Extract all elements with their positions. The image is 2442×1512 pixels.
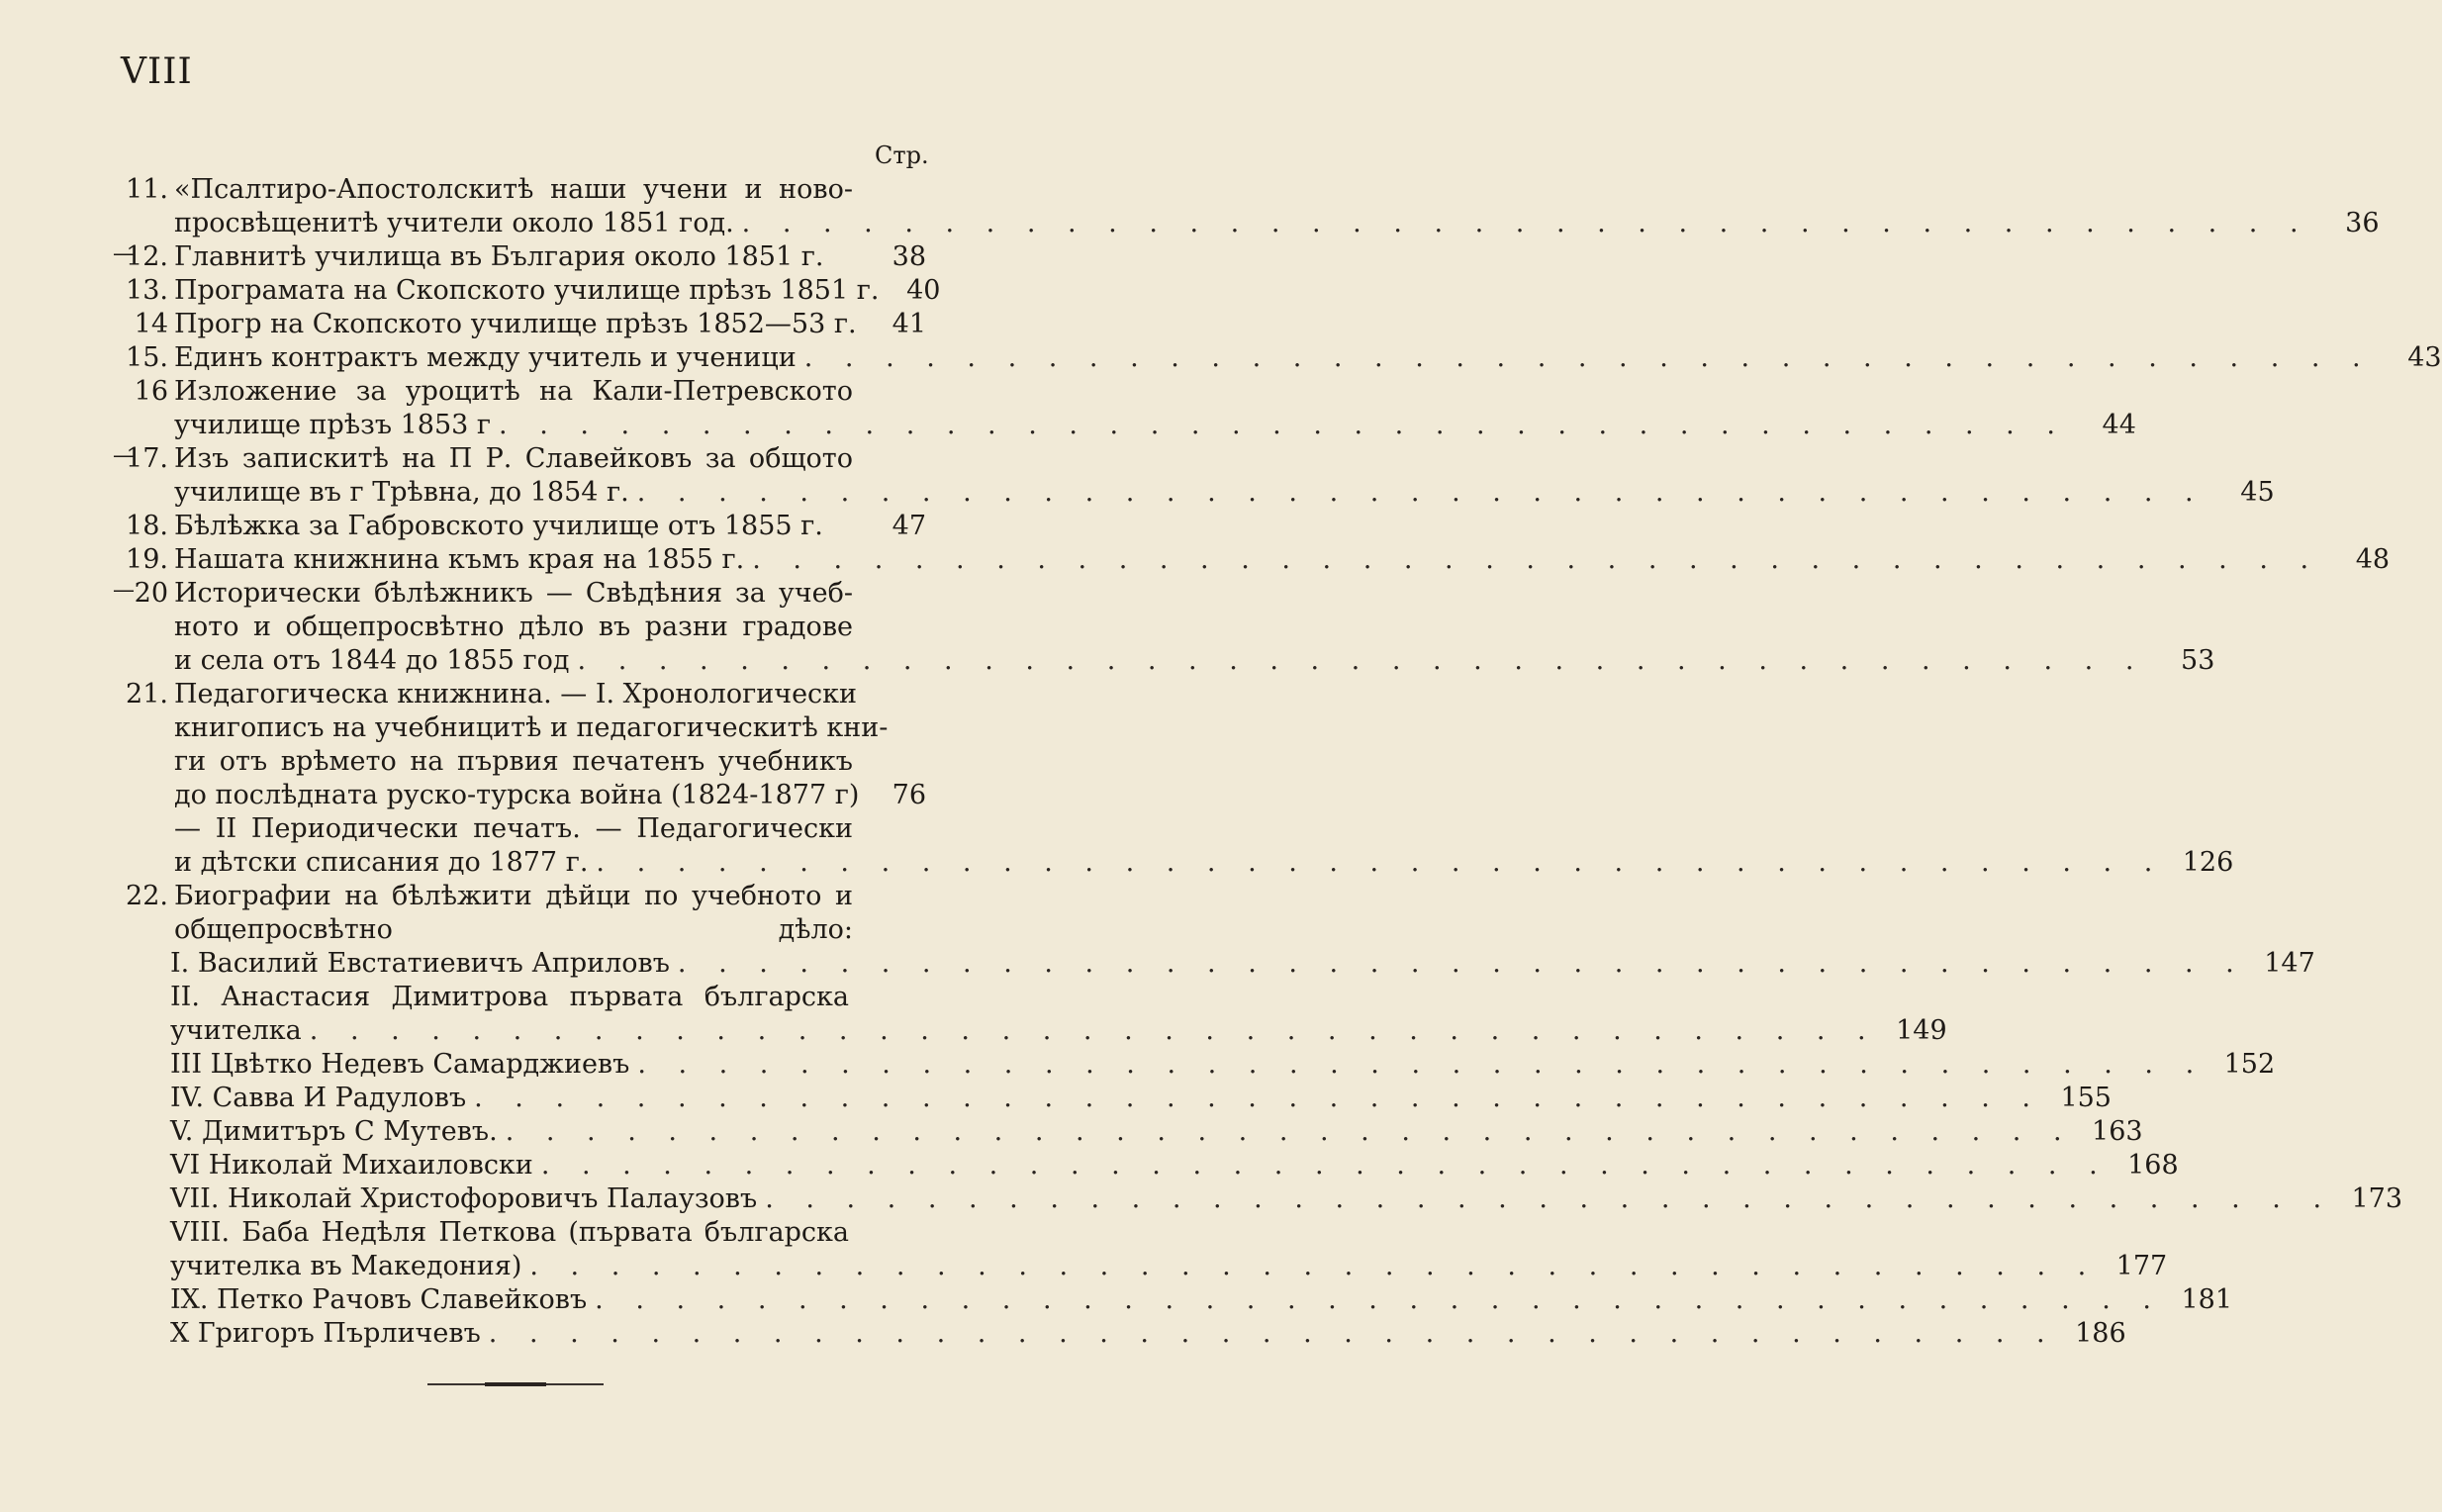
- toc-line: [170, 1083, 2112, 1114]
- entry-text: — II Периодически печатъ. — Педагогически: [174, 813, 853, 844]
- toc-line: [170, 1284, 2233, 1316]
- toc-line: [170, 1251, 2168, 1282]
- page-column-header: Стр.: [875, 142, 929, 169]
- entry-text: VI Николай Михаиловски: [170, 1150, 533, 1181]
- toc-line: [174, 410, 2136, 441]
- entry-text: и села отъ 1844 до 1855 год: [174, 645, 570, 676]
- dot-leader: . . . . . . . . . . . . . . . . . . . . . . . . . . . . . . . . . . . . . . .: [677, 948, 2246, 979]
- entry-text: до послѣдната руско-турска война (1824-1877 г): [174, 780, 860, 810]
- entry-page: 163: [2092, 1116, 2143, 1147]
- toc-line: [170, 1217, 922, 1249]
- entry-text: училище въ г Трѣвна, до 1854 г.: [174, 477, 629, 508]
- entry-number: — 20: [113, 578, 168, 609]
- entry-page: 126: [2182, 847, 2234, 878]
- entry-text: Изъ запискитѣ на П Р. Славейковъ за общото: [174, 443, 853, 474]
- entry-page: 147: [2264, 948, 2315, 979]
- dot-leader: . . . . . . . . . . . . . . . . . . . . . . . . . . . . . . . . . . . . . . .: [529, 1251, 2099, 1281]
- toc-line: [170, 1049, 2276, 1081]
- entry-text: Нашата книжнина къмъ края на 1855 г.: [174, 544, 745, 575]
- entry-text: учителка въ Македония): [170, 1251, 522, 1281]
- entry-text: общепросвѣтно дѣло:: [174, 914, 853, 945]
- entry-text: учителка: [170, 1015, 302, 1046]
- entry-text: ното и общепросвѣтно дѣло въ разни градове: [174, 612, 853, 642]
- entry-page: 152: [2223, 1049, 2276, 1080]
- dot-leader: . . . . . . . . . . . . . . . . . . . . . . . . . . . . . . . . . . . . . . .: [752, 544, 2321, 575]
- entry-page: 43: [2407, 342, 2442, 373]
- entry-text: X Григоръ Пърличевъ: [170, 1318, 481, 1349]
- toc-line: [126, 881, 926, 912]
- entry-text: училище прѣзъ 1853 г: [174, 410, 492, 440]
- entry-page: 41: [892, 309, 926, 339]
- entry-text: просвѣщенитѣ учители около 1851 год.: [174, 208, 734, 238]
- dot-leader: . . . . . . . . . . . . . . . . . . . . . . . . . . . . . . . . . . . . . . .: [505, 1116, 2074, 1147]
- entry-text: книгописъ на учебницитѣ и педагогическитѣ кни-: [174, 712, 889, 743]
- entry-page: 177: [2115, 1251, 2168, 1281]
- dot-leader: . . . . . . . . . . . . . . . . . . . . . . . . . . . . . . . . . . . . . . .: [803, 342, 2373, 373]
- toc-line: [126, 544, 2391, 576]
- toc-line: [174, 477, 2275, 509]
- toc-line: [126, 241, 926, 273]
- entry-page: 40: [906, 275, 941, 306]
- entry-number: — 17.: [113, 443, 168, 474]
- entry-text: Бѣлѣжка за Габровското училище отъ 1855 г.: [174, 511, 823, 541]
- dot-leader: . . . . . . . . . . . . . . . . . . . . . . . . . . . . . . . . . . . . . . .: [636, 477, 2206, 508]
- toc-line: [126, 511, 926, 542]
- entry-number: 16: [134, 376, 168, 407]
- entry-page: 44: [2102, 410, 2136, 440]
- entry-page: 48: [2355, 544, 2391, 575]
- dot-leader: . . . . . . . . . . . . . . . . . . . . . . . . . . . . . . . . . . . . . . .: [596, 847, 2165, 878]
- toc-line: [170, 982, 922, 1013]
- toc-line: [174, 712, 926, 744]
- toc-line: [134, 578, 926, 610]
- entry-number: 21.: [126, 679, 168, 709]
- entry-text: и дѣтски списания до 1877 г.: [174, 847, 589, 878]
- toc-line: [170, 1015, 1947, 1047]
- dot-leader: . . . . . . . . . . . . . . . . . . . . . . . . . . . . . . . . . . . . . . .: [488, 1318, 2057, 1349]
- toc-line: [170, 948, 2315, 980]
- dot-leader: . . . . . . . . . . . . . . . . . . . . . . . . . . . . . . . . . . . . . . .: [765, 1183, 2334, 1214]
- entry-text: VII. Николай Христофоровичъ Палаузовъ: [170, 1183, 758, 1214]
- toc-line: [170, 1116, 2143, 1148]
- toc-line: [174, 914, 926, 946]
- entry-number: 19.: [126, 544, 168, 575]
- toc-line: [170, 1183, 2403, 1215]
- entry-page: 173: [2351, 1183, 2403, 1214]
- entry-number: 18.: [126, 511, 168, 541]
- dot-leader: . . . . . . . . . . . . . . . . . . . . . . . . . . . . . . . . . . . . . . .: [577, 645, 2146, 676]
- entry-text: I. Василий Евстатиевичъ Априловъ: [170, 948, 670, 979]
- entry-number: — 12.: [113, 241, 168, 272]
- toc-line: [174, 746, 926, 778]
- toc-line: [174, 813, 926, 845]
- entry-page: 53: [2181, 645, 2215, 676]
- entry-text: III Цвѣтко Недевъ Самарджиевъ: [170, 1049, 630, 1080]
- entry-text: «Псалтиро-Апостолскитѣ наши учени и ново-: [174, 174, 853, 205]
- entry-text: Биографии на бѣлѣжити дѣйци по учебното и: [174, 881, 853, 911]
- entry-text: Главнитѣ училища въ България около 1851 г.: [174, 241, 824, 272]
- entry-number: 15.: [126, 342, 168, 373]
- entry-text: IX. Петко Рачовъ Славейковъ: [170, 1284, 588, 1315]
- page-number: VIII: [121, 51, 193, 92]
- entry-page: 149: [1896, 1015, 1947, 1046]
- toc-line: [174, 780, 926, 811]
- entry-number: 13.: [126, 275, 168, 306]
- dot-leader: . . . . . . . . . . . . . . . . . . . . . . . . . . . . . . . . . . . . . . .: [595, 1284, 2164, 1315]
- toc-line: [126, 679, 926, 710]
- entry-page: 76: [892, 780, 926, 810]
- dot-leader: . . . . . . . . . . . . . . . . . . . . . . . . . . . . . . . . . . . . . . .: [499, 410, 2067, 440]
- toc-line: [126, 342, 2442, 374]
- entry-text: Педагогическа книжнина. — I. Хронологически: [174, 679, 858, 709]
- toc-line: [126, 275, 941, 307]
- entry-text: Прогр на Скопското училище прѣзъ 1852—53 г.: [174, 309, 857, 339]
- entry-page: 168: [2127, 1150, 2179, 1181]
- dot-leader: . . . . . . . . . . . . . . . . . . . . . . . . . . . . . . . . . . . . . . .: [474, 1083, 2042, 1113]
- entry-page: 45: [2240, 477, 2275, 508]
- entry-page: 155: [2060, 1083, 2112, 1113]
- entry-page: 47: [892, 511, 926, 541]
- dot-leader: . . . . . . . . . . . . . . . . . . . . . . . . . . . . . . . . . . . . . . .: [741, 208, 2310, 238]
- entry-text: Единъ контрактъ между учитель и ученици: [174, 342, 797, 373]
- toc-line: [134, 376, 926, 408]
- dot-leader: . . . . . . . . . . . . . . . . . . . . . . . . . . . . . . . . . . . . . . .: [540, 1150, 2110, 1181]
- end-rule: [427, 1383, 604, 1385]
- entry-page: 38: [892, 241, 926, 272]
- entry-number: 22.: [126, 881, 168, 911]
- dot-leader: . . . . . . . . . . . . . . . . . . . . . . . . . . . . . . . . . . . . . . .: [637, 1049, 2207, 1080]
- entry-number: 11.: [126, 174, 168, 205]
- entry-text: Програмата на Скопското училище прѣзъ 1851 г.: [174, 275, 880, 306]
- entry-text: II. Анастасия Димитрова първата българска: [170, 982, 849, 1012]
- entry-text: ги отъ врѣмето на първия печатенъ учебникъ: [174, 746, 853, 777]
- entry-text: Исторически бѣлѣжникъ — Свѣдѣния за учеб-: [174, 578, 853, 609]
- toc-line: [170, 1318, 2126, 1350]
- entry-text: IV. Савва И Радуловъ: [170, 1083, 467, 1113]
- toc-line: [126, 174, 926, 206]
- entry-page: 181: [2181, 1284, 2233, 1315]
- entry-number: 14: [134, 309, 168, 339]
- toc-line: [134, 309, 926, 340]
- entry-text: Изложение за уроцитѣ на Кали-Петревското: [174, 376, 853, 407]
- entry-page: 186: [2075, 1318, 2126, 1349]
- toc-line: [174, 645, 2215, 677]
- dot-leader: . . . . . . . . . . . . . . . . . . . . . . . . . . . . . . . . . . . . . . .: [309, 1015, 1878, 1046]
- entry-text: V. Димитъръ С Мутевъ.: [170, 1116, 498, 1147]
- toc-line: [174, 847, 2234, 879]
- toc-line: [170, 1150, 2179, 1181]
- entry-text: VIII. Баба Недѣля Петкова (първата българска: [170, 1217, 849, 1248]
- toc-line: [174, 612, 926, 643]
- toc-line: [126, 443, 926, 475]
- toc-line: [174, 208, 2380, 239]
- entry-page: 36: [2345, 208, 2380, 238]
